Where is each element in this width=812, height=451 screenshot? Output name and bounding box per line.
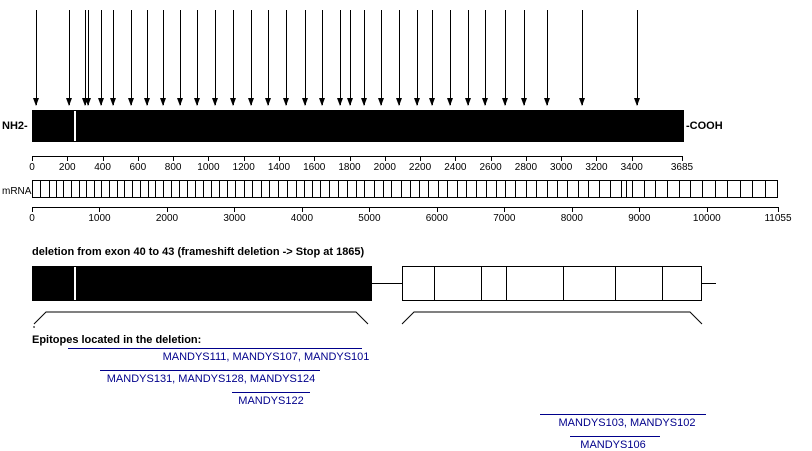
mrna-exon-divider — [124, 181, 125, 197]
arrow-head-icon — [33, 98, 39, 106]
arrow-head-icon — [66, 98, 72, 106]
protein-axis-tick — [561, 156, 562, 161]
mutation-arrow — [468, 10, 469, 105]
mrna-axis-tick-label: 5000 — [358, 213, 381, 224]
protein-axis-tick — [244, 156, 245, 161]
mutation-arrow — [450, 10, 451, 105]
mrna-exon-divider — [312, 181, 313, 197]
mrna-axis-tick — [302, 207, 303, 212]
arrow-head-icon — [347, 98, 353, 106]
mutation-arrow — [36, 10, 37, 105]
mutation-arrow — [268, 10, 269, 105]
mrna-exon-divider — [410, 181, 411, 197]
mrna-exon-divider — [547, 181, 548, 197]
epitope-extent-line — [100, 370, 320, 371]
deletion-connector-line-right — [702, 283, 716, 284]
mrna-exon-divider — [364, 181, 365, 197]
protein-axis-tick-label: 0 — [29, 162, 35, 173]
mutation-arrow — [524, 10, 525, 105]
protein-axis-tick-label: 2000 — [373, 162, 396, 173]
mrna-exon-divider — [227, 181, 228, 197]
mrna-exon-divider — [438, 181, 439, 197]
deletion-exon-divider — [434, 267, 435, 300]
mrna-axis-tick-label: 7000 — [493, 213, 516, 224]
protein-axis-tick-label: 1000 — [197, 162, 220, 173]
protein-axis-tick — [420, 156, 421, 161]
mrna-exon-divider — [626, 181, 627, 197]
arrow-head-icon — [160, 98, 166, 106]
mrna-exon-divider — [621, 181, 622, 197]
mrna-axis-tick-label: 0 — [29, 213, 35, 224]
mrna-axis-tick-label: 11055 — [764, 213, 792, 224]
mrna-exon-divider — [526, 181, 527, 197]
mrna-exon-divider — [79, 181, 80, 197]
mrna-exon-divider — [476, 181, 477, 197]
arrow-head-icon — [502, 98, 508, 106]
mutation-arrow — [197, 10, 198, 105]
protein-axis-tick-label: 1800 — [338, 162, 361, 173]
epitope-label: MANDYS131, MANDYS128, MANDYS124 — [106, 373, 316, 385]
arrow-head-icon — [144, 98, 150, 106]
mutation-arrow — [180, 10, 181, 105]
mrna-exon-divider — [244, 181, 245, 197]
mrna-exon-divider — [338, 181, 339, 197]
mrna-axis-tick-label: 9000 — [628, 213, 651, 224]
mrna-exon-divider — [252, 181, 253, 197]
mrna-exon-divider — [140, 181, 141, 197]
protein-axis-tick — [682, 156, 683, 161]
protein-axis-tick-label: 800 — [164, 162, 182, 173]
mrna-axis-tick — [639, 207, 640, 212]
epitope-extent-line — [540, 414, 706, 415]
mrna-exon-divider — [428, 181, 429, 197]
protein-domain-divider — [74, 111, 76, 141]
mrna-exon-divider — [374, 181, 375, 197]
mrna-axis-tick-label: 1000 — [88, 213, 111, 224]
epitope-extent-line — [570, 436, 660, 437]
mutation-arrow — [101, 10, 102, 105]
mrna-axis-tick — [99, 207, 100, 212]
mrna-axis-tick-label: 6000 — [425, 213, 448, 224]
arrow-head-icon — [212, 98, 218, 106]
protein-axis-tick — [385, 156, 386, 161]
arrow-head-icon — [634, 98, 640, 106]
epitopes-title: Epitopes located in the deletion: — [32, 334, 202, 346]
protein-axis-tick — [350, 156, 351, 161]
protein-bar — [32, 110, 684, 142]
protein-axis-tick — [455, 156, 456, 161]
protein-axis-tick-label: 3685 — [670, 162, 694, 173]
mrna-exon-divider — [610, 181, 611, 197]
mrna-exon-divider — [466, 181, 467, 197]
mutation-arrow — [350, 10, 351, 105]
mrna-exon-divider — [320, 181, 321, 197]
deletion-brackets — [0, 302, 812, 328]
protein-axis-tick-label: 600 — [129, 162, 147, 173]
protein-axis-tick-label: 2200 — [408, 162, 432, 173]
deletion-exon-box — [402, 266, 702, 301]
deletion-exon-divider — [615, 267, 616, 300]
mrna-exon-divider — [702, 181, 703, 197]
mrna-exon-divider — [752, 181, 753, 197]
mrna-exon-divider — [94, 181, 95, 197]
mutation-arrow-layer — [0, 0, 812, 115]
mrna-exon-divider — [727, 181, 728, 197]
deletion-exon-divider — [662, 267, 663, 300]
mrna-exon-divider — [63, 181, 64, 197]
mrna-exon-divider — [71, 181, 72, 197]
deletion-title: deletion from exon 40 to 43 (frameshift deletion -> Stop at 1865) — [32, 246, 365, 258]
mrna-axis-tick — [572, 207, 573, 212]
arrow-head-icon — [396, 98, 402, 106]
mrna-axis — [0, 201, 812, 227]
mrna-axis-tick — [234, 207, 235, 212]
mrna-exon-divider — [457, 181, 458, 197]
mrna-exon-divider — [195, 181, 196, 197]
mrna-axis-tick-label: 10000 — [692, 213, 721, 224]
protein-axis-tick-label: 200 — [58, 162, 76, 173]
arrow-head-icon — [319, 98, 325, 106]
c-terminus-label: -COOH — [686, 120, 723, 132]
arrow-head-icon — [85, 98, 91, 106]
arrow-head-icon — [482, 98, 488, 106]
mrna-exon-divider — [588, 181, 589, 197]
mrna-exon-divider — [117, 181, 118, 197]
deletion-domain-divider — [74, 267, 76, 300]
mrna-exon-divider — [132, 181, 133, 197]
mrna-exon-divider — [496, 181, 497, 197]
deletion-protein-black-segment — [32, 266, 372, 301]
mrna-exon-divider — [536, 181, 537, 197]
mrna-exon-divider — [163, 181, 164, 197]
mrna-exon-divider — [765, 181, 766, 197]
mutation-arrow — [340, 10, 341, 105]
protein-axis-tick — [491, 156, 492, 161]
arrow-head-icon — [579, 98, 585, 106]
protein-axis — [0, 150, 812, 176]
mutation-arrow — [69, 10, 70, 105]
protein-axis-tick — [632, 156, 633, 161]
mrna-axis-tick-label: 2000 — [155, 213, 179, 224]
mrna-exon-divider — [347, 181, 348, 197]
arrow-head-icon — [465, 98, 471, 106]
deletion-exon-divider — [563, 267, 564, 300]
protein-axis-tick-label: 2400 — [444, 162, 467, 173]
mrna-exon-divider — [211, 181, 212, 197]
mrna-exon-divider — [219, 181, 220, 197]
mrna-exon-divider — [447, 181, 448, 197]
epitope-layer — [0, 348, 812, 451]
protein-axis-tick — [596, 156, 597, 161]
mutation-arrow — [131, 10, 132, 105]
mutation-arrow — [215, 10, 216, 105]
epitope-extent-line — [68, 348, 362, 349]
mrna-exon-divider — [356, 181, 357, 197]
mrna-exon-divider — [567, 181, 568, 197]
mutation-arrow — [399, 10, 400, 105]
mutation-arrow — [305, 10, 306, 105]
mutation-arrow — [547, 10, 548, 105]
mrna-exon-divider — [171, 181, 172, 197]
mrna-exon-divider — [148, 181, 149, 197]
mrna-exon-divider — [203, 181, 204, 197]
mrna-exon-map — [32, 180, 778, 198]
epitope-label: MANDYS103, MANDYS102 — [558, 417, 696, 429]
mrna-axis-tick-label: 8000 — [560, 213, 583, 224]
protein-axis-tick-label: 1400 — [267, 162, 291, 173]
arrow-head-icon — [521, 98, 527, 106]
protein-axis-tick — [526, 156, 527, 161]
arrow-head-icon — [230, 98, 236, 106]
arrow-head-icon — [265, 98, 271, 106]
mrna-axis-tick-label: 3000 — [223, 213, 246, 224]
mutation-arrow — [233, 10, 234, 105]
mrna-exon-divider — [557, 181, 558, 197]
arrow-head-icon — [378, 98, 384, 106]
mrna-exon-divider — [40, 181, 41, 197]
mrna-exon-divider — [505, 181, 506, 197]
mrna-axis-tick-label: 4000 — [290, 213, 314, 224]
mrna-label: mRNA — [2, 186, 32, 197]
mrna-exon-divider — [49, 181, 50, 197]
mrna-exon-divider — [578, 181, 579, 197]
mrna-exon-divider — [419, 181, 420, 197]
mrna-exon-divider — [109, 181, 110, 197]
protein-axis-tick-label: 2800 — [514, 162, 538, 173]
protein-axis-tick — [279, 156, 280, 161]
mrna-axis-tick — [369, 207, 370, 212]
mrna-axis-tick — [437, 207, 438, 212]
mrna-exon-divider — [101, 181, 102, 197]
protein-axis-tick-label: 1200 — [232, 162, 255, 173]
mrna-exon-divider — [383, 181, 384, 197]
mrna-axis-tick — [167, 207, 168, 212]
mutation-arrow — [637, 10, 638, 105]
arrow-head-icon — [447, 98, 453, 106]
mrna-exon-divider — [296, 181, 297, 197]
mutation-arrow — [322, 10, 323, 105]
protein-axis-tick-label: 3000 — [550, 162, 573, 173]
mutation-arrow — [85, 10, 86, 105]
protein-axis-tick — [138, 156, 139, 161]
mutation-arrow — [432, 10, 433, 105]
arrow-head-icon — [337, 98, 343, 106]
epitope-label: MANDYS106 — [580, 439, 646, 451]
mrna-axis-tick — [32, 207, 33, 212]
mrna-exon-divider — [391, 181, 392, 197]
arrow-head-icon — [110, 98, 116, 106]
arrow-head-icon — [361, 98, 367, 106]
mrna-exon-divider — [329, 181, 330, 197]
protein-axis-tick-label: 400 — [94, 162, 111, 173]
mutation-arrow — [147, 10, 148, 105]
mrna-exon-divider — [667, 181, 668, 197]
arrow-head-icon — [544, 98, 550, 106]
n-terminus-label: NH2- — [2, 120, 28, 132]
mrna-exon-divider — [179, 181, 180, 197]
arrow-head-icon — [283, 98, 289, 106]
mrna-exon-divider — [155, 181, 156, 197]
mrna-exon-divider — [261, 181, 262, 197]
mrna-exon-divider — [655, 181, 656, 197]
arrow-head-icon — [128, 98, 134, 106]
mrna-axis-tick — [778, 207, 779, 212]
mrna-axis-tick — [504, 207, 505, 212]
deletion-exon-divider — [481, 267, 482, 300]
mutation-arrow — [582, 10, 583, 105]
protein-axis-tick — [103, 156, 104, 161]
protein-axis-tick-label: 2600 — [479, 162, 502, 173]
mrna-exon-divider — [278, 181, 279, 197]
epitope-extent-line — [232, 392, 310, 393]
mrna-exon-divider — [187, 181, 188, 197]
arrow-head-icon — [429, 98, 435, 106]
mrna-exon-divider — [401, 181, 402, 197]
arrow-head-icon — [98, 98, 104, 106]
arrow-head-icon — [177, 98, 183, 106]
epitope-label: MANDYS122 — [238, 395, 304, 407]
deletion-exon-divider — [506, 267, 507, 300]
mrna-exon-divider — [715, 181, 716, 197]
mutation-arrow — [88, 10, 89, 105]
protein-axis-tick — [67, 156, 68, 161]
mutation-arrow — [286, 10, 287, 105]
mutation-arrow — [417, 10, 418, 105]
mrna-exon-divider — [644, 181, 645, 197]
mrna-exon-divider — [632, 181, 633, 197]
mrna-exon-divider — [486, 181, 487, 197]
mrna-exon-divider — [304, 181, 305, 197]
arrow-head-icon — [414, 98, 420, 106]
mutation-arrow — [163, 10, 164, 105]
mrna-exon-divider — [690, 181, 691, 197]
protein-axis-tick — [32, 156, 33, 161]
mrna-exon-divider — [86, 181, 87, 197]
mrna-exon-divider — [235, 181, 236, 197]
mrna-exon-divider — [56, 181, 57, 197]
mutation-arrow — [505, 10, 506, 105]
mrna-exon-divider — [740, 181, 741, 197]
mrna-axis-tick — [707, 207, 708, 212]
protein-axis-tick — [208, 156, 209, 161]
protein-axis-tick-label: 3400 — [620, 162, 643, 173]
mutation-arrow — [113, 10, 114, 105]
protein-axis-tick-label: 1600 — [303, 162, 326, 173]
deletion-connector-line — [372, 283, 402, 284]
mutation-arrow — [251, 10, 252, 105]
arrow-head-icon — [248, 98, 254, 106]
mrna-exon-divider — [679, 181, 680, 197]
protein-axis-tick — [173, 156, 174, 161]
protein-axis-tick — [314, 156, 315, 161]
mrna-exon-divider — [287, 181, 288, 197]
arrow-head-icon — [194, 98, 200, 106]
mrna-exon-divider — [599, 181, 600, 197]
epitope-label: MANDYS111, MANDYS107, MANDYS101 — [162, 351, 370, 363]
mutation-arrow — [381, 10, 382, 105]
mutation-arrow — [364, 10, 365, 105]
mrna-exon-divider — [515, 181, 516, 197]
arrow-head-icon — [302, 98, 308, 106]
protein-axis-tick-label: 3200 — [585, 162, 608, 173]
mrna-exon-divider — [269, 181, 270, 197]
mutation-arrow — [485, 10, 486, 105]
